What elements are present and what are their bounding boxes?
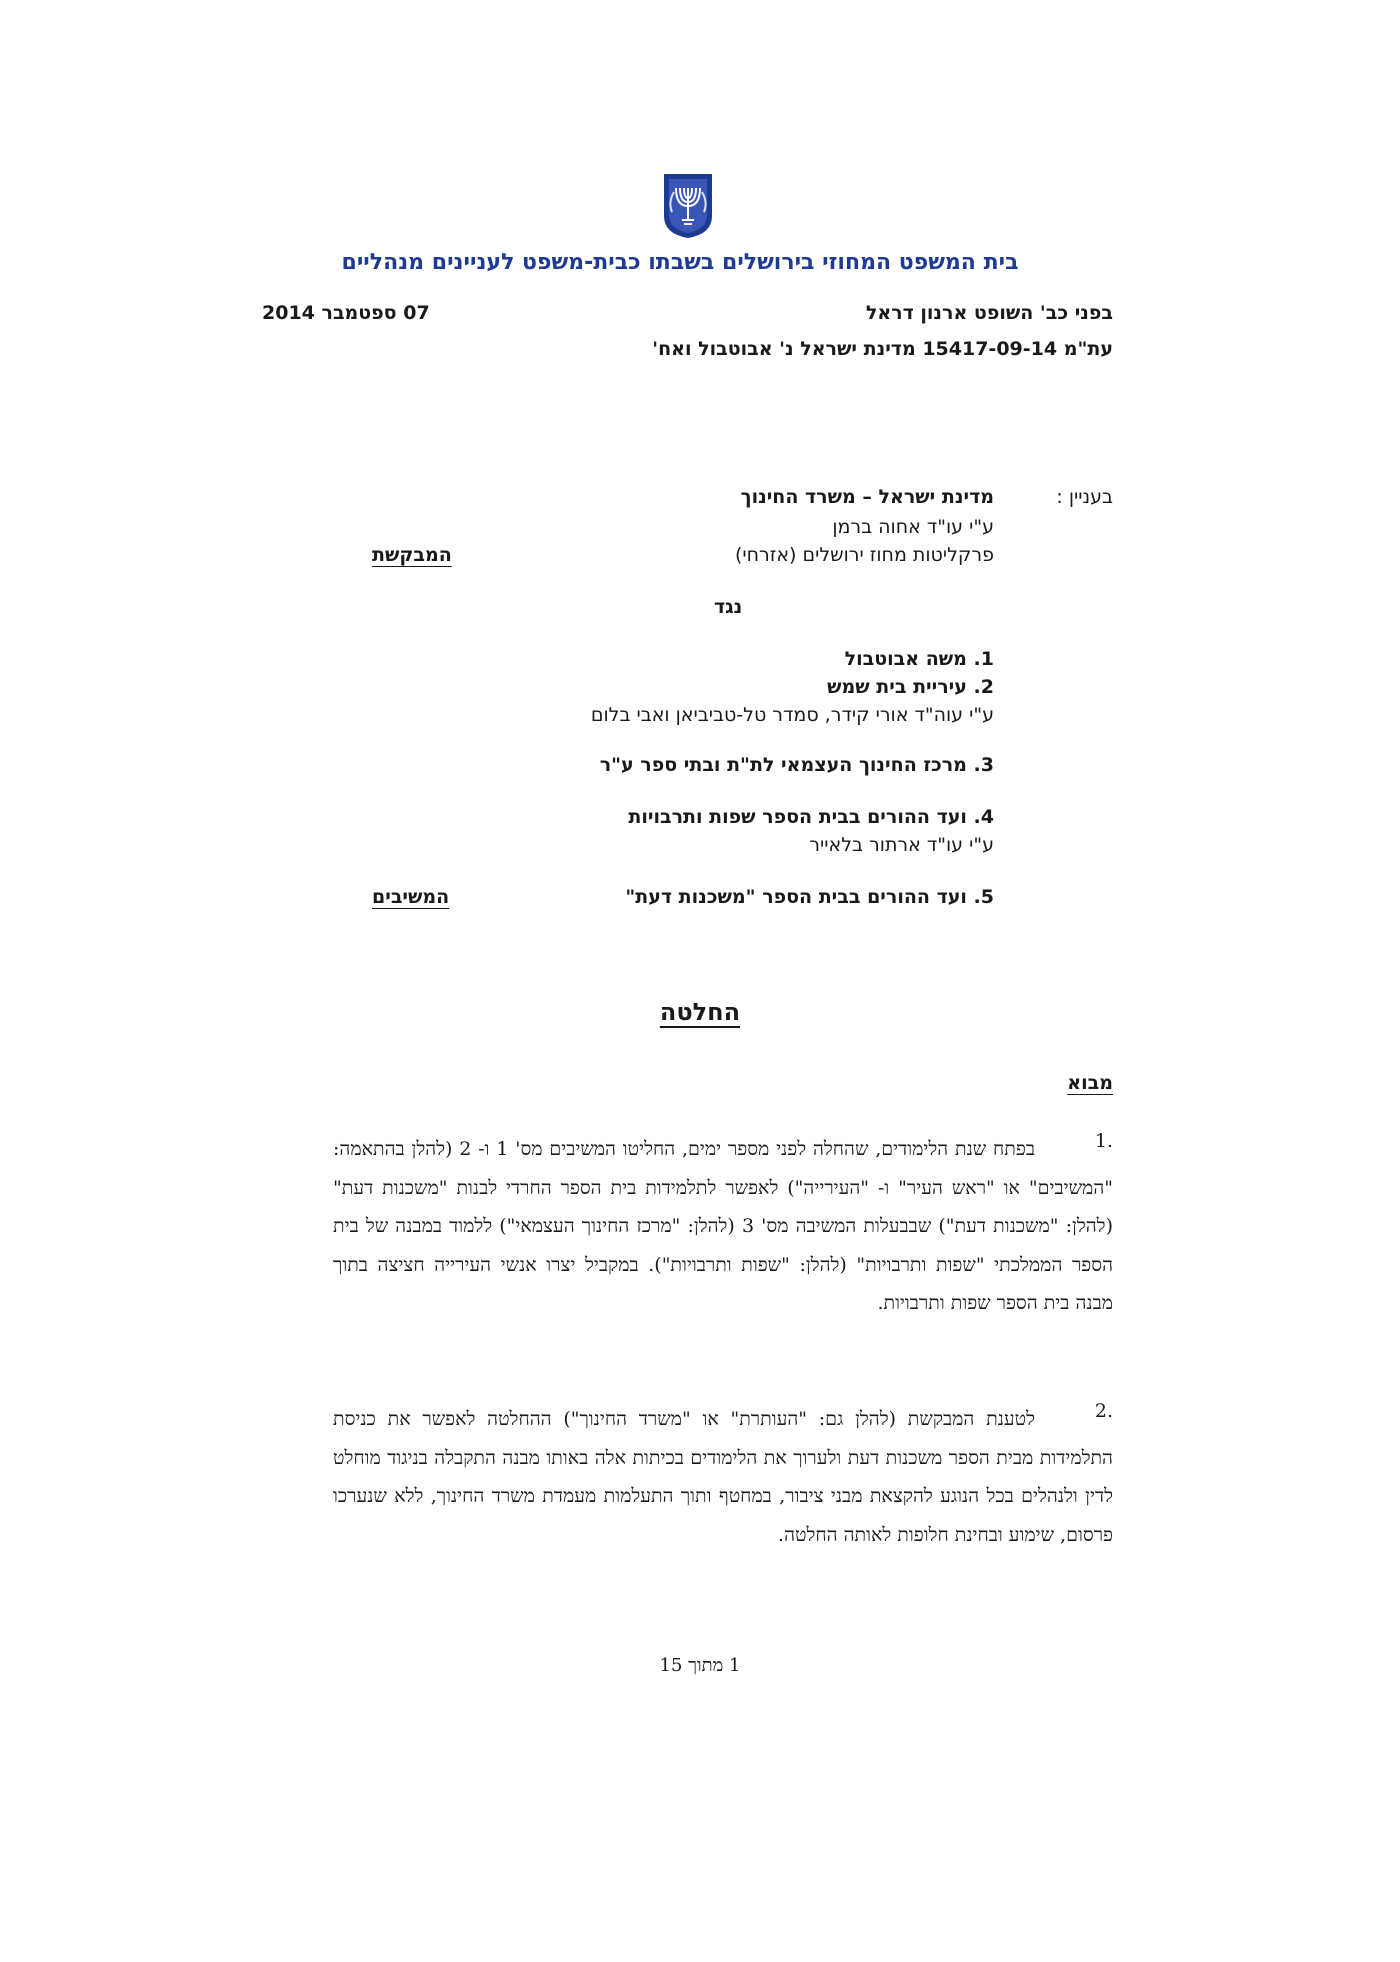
respondents-role: המשיבים xyxy=(372,886,450,908)
paragraph-number-2: 2. xyxy=(1094,1400,1113,1422)
respondent-1: 1. משה אבוטבול xyxy=(844,648,994,670)
respondent-2-representative: ע"י עוה"ד אורי קידר, סמדר טל-טביביאן ואבי בלום xyxy=(590,704,994,726)
judge-line: בפני כב' השופט ארנון דראל xyxy=(865,302,1113,324)
respondent-4-representative: ע"י עו"ד ארתור בלאייר xyxy=(809,834,994,856)
petitioner-name: מדינת ישראל – משרד החינוך xyxy=(740,486,994,508)
respondent-2: 2. עיריית בית שמש xyxy=(827,676,994,698)
page-number: 1 מתוך 15 xyxy=(659,1655,741,1676)
decision-title: החלטה xyxy=(659,998,741,1026)
petitioner-role: המבקשת xyxy=(372,544,452,566)
respondent-5: 5. ועד ההורים בבית הספר "משכנות דעת" xyxy=(625,886,994,908)
petitioner-office: פרקליטות מחוז ירושלים (אזרחי) xyxy=(734,544,994,566)
case-number: עת"מ 15417-09-14 מדינת ישראל נ' אבוטבול ואח' xyxy=(652,338,1113,360)
versus-label: נגד xyxy=(714,596,743,618)
decision-date: 07 ספטמבר 2014 xyxy=(262,302,430,324)
court-title: בית המשפט המחוזי בירושלים בשבתו כבית-משפט לעניינים מנהליים xyxy=(341,250,1019,275)
respondent-4: 4. ועד ההורים בבית הספר שפות ותרבויות xyxy=(628,806,994,828)
matter-label: בעניין : xyxy=(1056,486,1113,508)
petitioner-representative: ע"י עו"ד אחוה ברמן xyxy=(832,516,994,538)
section-heading: מבוא xyxy=(1067,1072,1113,1094)
paragraph-2: לטענת המבקשת (להלן גם: "העותרת" או "משרד החינוך") ההחלטה לאפשר את כניסת התלמידות מבית הספר משכנות דעת ולערוך את הלימודים בכיתות אלה באותו מבנה התקבלה בניגוד מוחלט לדין ולנהלים בכל הנוגע להקצאת מבני ציבור, במחטף ותוך התעלמות מעמדת משרד החינוך, ללא שנערכו פרסום, שימוע ובחינת חלופות לאותה החלטה. xyxy=(333,1408,1113,1546)
state-emblem-icon xyxy=(660,172,716,240)
paragraph-1: בפתח שנת הלימודים, שהחלה לפני מספר ימים, החליטו המשיבים מס' 1 ו- 2 (להלן בהתאמה: "המשיבים" או "ראש העיר" ו- "העירייה") לאפשר לתלמידות בית הספר החרדי לבנות "משכנות דעת" (להלן: "משכנות דעת") שבבעלות המשיבה מס' 3 (להלן: "מרכז החינוך העצמאי") ללמוד במבנה של בית הספר הממלכתי "שפות ותרבויות" (להלן: "שפות ותרבויות"). במקביל יצרו אנשי העירייה חציצה בתוך מבנה בית הספר שפות ותרבויות. xyxy=(333,1138,1113,1314)
paragraph-number-1: 1. xyxy=(1094,1130,1113,1152)
respondent-3: 3. מרכז החינוך העצמאי לת"ת ובתי ספר ע"ר xyxy=(599,754,994,776)
